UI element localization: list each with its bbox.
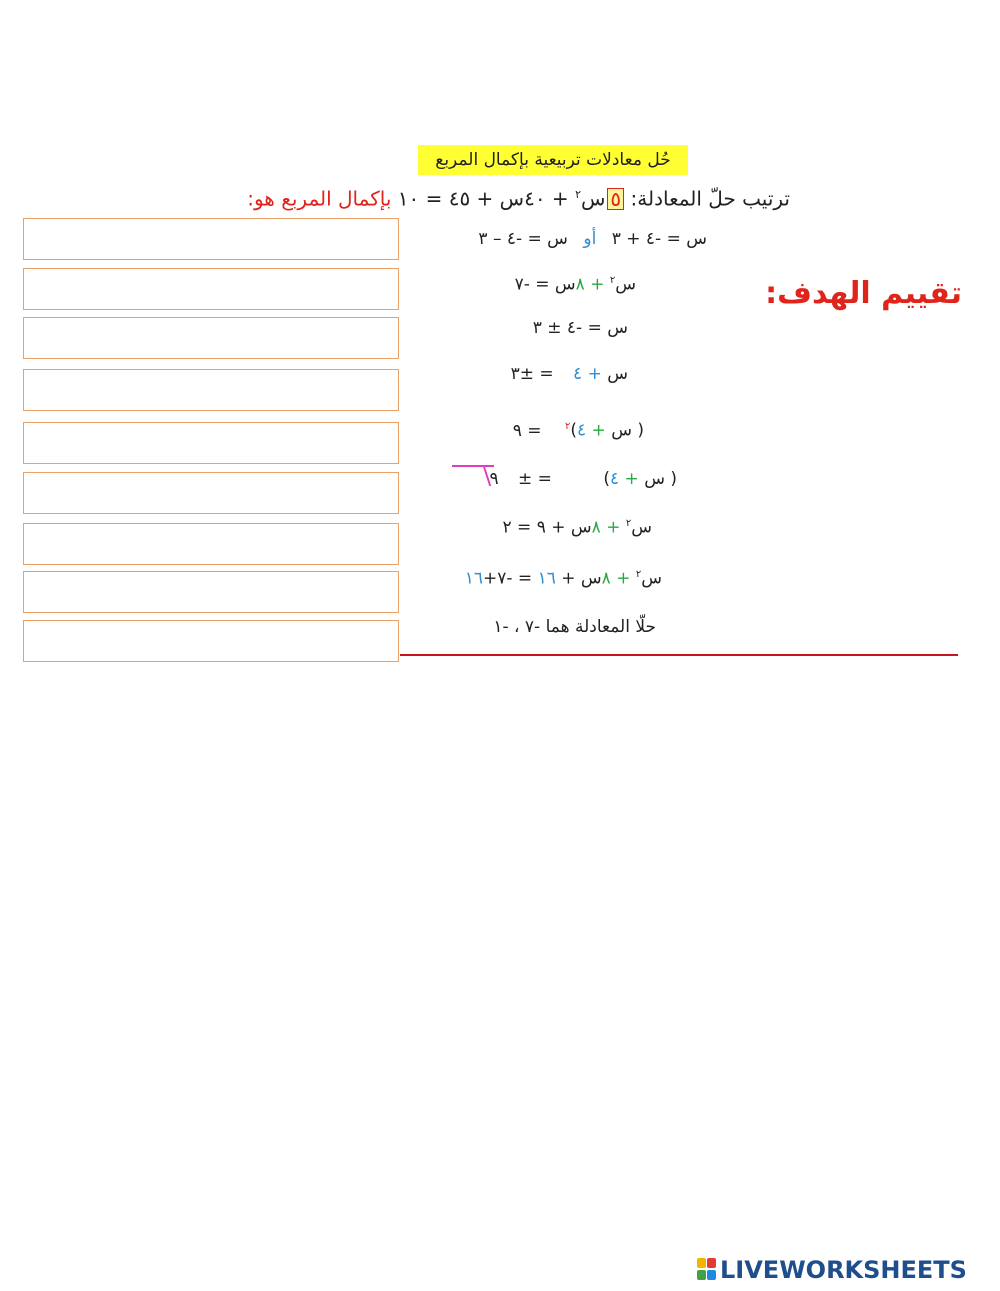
question-coefficient: ٥ [607, 188, 624, 210]
step-7-exp: ٢ [625, 518, 632, 529]
step-2-num: ٨ [575, 274, 585, 295]
step-8-num2: ١٦ [537, 568, 556, 589]
step-4-plus: + [587, 364, 602, 384]
step-9: حلّا المعادلة هما -٧ ، -١ [493, 617, 656, 637]
liveworksheets-logo [697, 1255, 967, 1285]
answer-box-2[interactable] [23, 268, 399, 310]
step-6-plus: + [624, 469, 639, 489]
step-6-var: س [644, 469, 665, 489]
step-1-or: أو [583, 229, 597, 249]
worksheet-title: حُل معادلات تربيعية بإكمال المربع [418, 145, 688, 175]
step-1-option-a: س = -٤ + ٣ [611, 229, 707, 249]
answer-box-8[interactable] [23, 571, 399, 613]
answer-box-6[interactable] [23, 472, 399, 514]
step-6-close-paren: ) [603, 469, 610, 489]
step-7-plus: + [606, 517, 621, 538]
step-6-radicand: ٩ [489, 469, 499, 489]
question-exponent: ٢ [575, 188, 581, 201]
step-2 [515, 268, 636, 298]
step-6-rest: = ± [518, 469, 552, 489]
step-4-var: س [607, 364, 628, 384]
step-8-num3: ١٦ [464, 568, 483, 589]
step-4 [511, 361, 628, 387]
step-8 [465, 562, 662, 592]
step-8-middle: س + [561, 568, 602, 589]
step-5-exp: ٢ [564, 421, 571, 432]
step-1 [478, 226, 707, 252]
step-1-option-b: س = -٤ – ٣ [478, 229, 568, 249]
step-8-var: س [641, 568, 662, 589]
step-5-num: ٤ [576, 420, 587, 441]
step-5-close-paren: ) [570, 420, 577, 441]
step-8-num: ٨ [601, 568, 611, 589]
answer-box-7[interactable] [23, 523, 399, 565]
answer-box-4[interactable] [23, 369, 399, 411]
answer-box-5[interactable] [23, 422, 399, 464]
step-2-plus: + [590, 274, 605, 295]
step-5 [513, 414, 644, 444]
step-8-rhs: = -٧+ [482, 568, 533, 589]
step-2-rest: س = -٧ [514, 274, 576, 295]
answer-box-9[interactable] [23, 620, 399, 662]
question-prefix: ترتيب حلّ المعادلة: [630, 186, 790, 211]
step-3: س = -٤ ± ٣ [532, 318, 628, 338]
step-7-num: ٨ [591, 517, 601, 538]
divider-line [400, 654, 958, 656]
liveworksheets-logo-text: LIVEWORKSHEETS [720, 1256, 967, 1284]
step-8-plus: + [616, 568, 631, 589]
liveworksheets-logo-icon [697, 1258, 717, 1282]
step-5-plus: + [591, 420, 606, 441]
step-5-rest: = ٩ [512, 420, 542, 441]
question-suffix: بإكمال المربع هو: [247, 186, 392, 211]
step-2-var: س [615, 274, 636, 295]
step-8-exp: ٢ [635, 569, 642, 580]
question-line [247, 178, 790, 216]
step-4-rest: = ±٣ [510, 364, 554, 384]
step-6 [489, 466, 677, 492]
step-7-var: س [631, 517, 652, 538]
goal-assessment-heading: تقييم الهدف: [765, 276, 962, 311]
step-6-open-paren: ( [670, 469, 677, 489]
step-7 [503, 511, 653, 541]
step-5-open-paren: ( [637, 420, 644, 441]
question-variable: س [580, 186, 606, 211]
answer-box-1[interactable] [23, 218, 399, 260]
step-4-num: ٤ [573, 364, 583, 384]
step-6-num: ٤ [609, 469, 620, 489]
step-7-rest: س + ٩ = ٢ [502, 517, 592, 538]
question-equation: + ٤٠س + ٤٥ = ١٠ [397, 186, 569, 211]
answer-box-3[interactable] [23, 317, 399, 359]
step-2-exp: ٢ [609, 275, 616, 286]
step-5-var: س [611, 420, 632, 441]
